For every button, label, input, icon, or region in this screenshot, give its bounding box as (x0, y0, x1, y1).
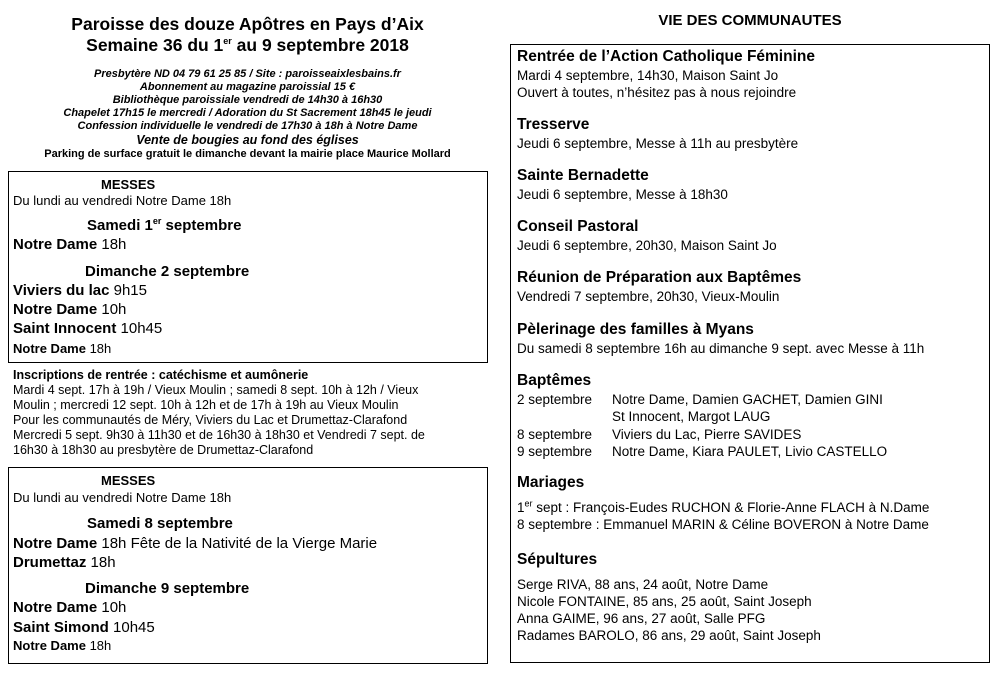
mariage-line (517, 499, 929, 516)
inscriptions-line: Mercredi 5 sept. 9h30 à 11h30 et de 16h30 à 18h30 et Vendredi 7 sept. de (13, 428, 425, 442)
mass-entry (13, 320, 162, 338)
saturday-heading-week1 (87, 217, 241, 234)
parish-title: Paroisse des douze Apôtres en Pays d’Aix (71, 14, 424, 34)
section-title-acf: Rentrée de l’Action Catholique Féminine (517, 48, 815, 65)
mass-time: 18h (97, 236, 127, 253)
mass-time: 18h Fête de la Nativité de la Vierge Marie (97, 535, 378, 552)
mass-entry (13, 554, 116, 572)
community-life-title: VIE DES COMMUNAUTES (658, 12, 842, 29)
mass-entry (13, 282, 147, 300)
sepulture-line: Anna GAIME, 96 ans, 27 août, Salle PFG (517, 611, 766, 626)
mass-time: 18h (86, 554, 116, 571)
inscriptions-line: 16h30 à 18h30 au presbytère de Drumettaz-Clarafond (13, 443, 314, 457)
sunday-heading-week2: Dimanche 9 septembre (85, 580, 250, 597)
section-line: Jeudi 6 septembre, Messe à 18h30 (517, 187, 728, 202)
section-title-mariages: Mariages (517, 474, 585, 491)
section-line: Ouvert à toutes, n’hésitez pas à nous rejoindre (517, 85, 797, 100)
section-title-tresserve: Tresserve (517, 116, 590, 133)
section-line: Vendredi 7 septembre, 20h30, Vieux-Moulin (517, 289, 780, 304)
bapteme-text: St Innocent, Margot LAUG (612, 409, 771, 424)
mass-entry (13, 619, 155, 637)
info-line-confession: Confession individuelle le vendredi de 17h30 à 18h à Notre Dame (77, 120, 418, 132)
week-title-part1: Semaine 36 du 1 (86, 35, 224, 55)
inscriptions-line: Mardi 4 sept. 17h à 19h / Vieux Moulin ; samedi 8 sept. 10h à 12h / Vieux (13, 383, 419, 397)
inscriptions-title: Inscriptions de rentrée : catéchisme et aumônerie (13, 368, 309, 382)
saturday-heading-week2: Samedi 8 septembre (87, 515, 233, 532)
section-title-sepultures: Sépultures (517, 551, 598, 568)
section-title-baptemes: Baptêmes (517, 372, 592, 389)
week-title-sup: er (223, 36, 232, 47)
sepulture-line: Radames BAROLO, 86 ans, 29 août, Saint Joseph (517, 628, 821, 643)
info-line-library: Bibliothèque paroissiale vendredi de 14h30 à 16h30 (112, 94, 383, 106)
weekday-masses-week2: Du lundi au vendredi Notre Dame 18h (13, 490, 232, 505)
mass-time: 18h (85, 341, 112, 356)
mass-church: Viviers du lac (13, 282, 110, 299)
sunday-heading-week1: Dimanche 2 septembre (85, 263, 250, 280)
mass-time: 10h45 (116, 320, 163, 337)
section-line: Du samedi 8 septembre 16h au dimanche 9 sept. avec Messe à 11h (517, 341, 925, 356)
info-line-contact: Presbytère ND 04 79 61 25 85 / Site : paroisseaixlesbains.fr (94, 68, 401, 80)
week-title-part2: au 9 septembre 2018 (231, 35, 409, 55)
mariage-sup: er (524, 498, 533, 509)
section-line: Mardi 4 septembre, 14h30, Maison Saint Jo (517, 68, 779, 83)
mass-time: 9h15 (109, 282, 147, 299)
mass-entry (13, 301, 126, 319)
mass-time: 18h (85, 638, 112, 653)
mass-church: Notre Dame (13, 599, 98, 616)
mass-entry (13, 236, 126, 254)
mass-church: Saint Innocent (13, 320, 117, 337)
weekday-masses-week1: Du lundi au vendredi Notre Dame 18h (13, 193, 232, 208)
bapteme-date: 2 septembre (517, 392, 593, 407)
mariage-text: sept : François-Eudes RUCHON & Florie-Anne FLACH à N.Dame (532, 500, 930, 515)
mass-entry (13, 599, 126, 617)
inscriptions-line: Moulin ; mercredi 12 sept. 10h à 12h et de 17h à 19h au Vieux Moulin (13, 398, 399, 412)
section-title-preparation: Réunion de Préparation aux Baptêmes (517, 269, 802, 286)
mass-church: Notre Dame (13, 236, 98, 253)
sepulture-line: Nicole FONTAINE, 85 ans, 25 août, Saint Joseph (517, 594, 812, 609)
mass-time: 10h (97, 301, 127, 318)
masses-title-week2: MESSES (101, 473, 156, 488)
inscriptions-line: Pour les communautés de Méry, Viviers du Lac et Drumettaz-Clarafond (13, 413, 408, 427)
mass-entry (13, 638, 111, 653)
saturday-heading-part2: septembre (161, 217, 242, 234)
mass-entry (13, 535, 377, 553)
bapteme-text: Notre Dame, Damien GACHET, Damien GINI (612, 392, 883, 407)
mass-church: Notre Dame (13, 638, 86, 653)
mass-church: Notre Dame (13, 535, 98, 552)
section-title-conseil: Conseil Pastoral (517, 218, 639, 235)
week-title (0, 35, 495, 55)
mass-entry (13, 341, 111, 356)
mass-church: Notre Dame (13, 341, 86, 356)
mass-church: Saint Simond (13, 619, 109, 636)
mass-church: Notre Dame (13, 301, 98, 318)
bapteme-text: Notre Dame, Kiara PAULET, Livio CASTELLO (612, 444, 888, 459)
saturday-heading-part1: Samedi 1 (87, 217, 153, 234)
section-title-myans: Pèlerinage des familles à Myans (517, 321, 754, 338)
bapteme-date: 9 septembre (517, 444, 593, 459)
masses-title-week1: MESSES (101, 177, 156, 192)
bapteme-text: Viviers du Lac, Pierre SAVIDES (612, 427, 802, 442)
info-line-chapelet: Chapelet 17h15 le mercredi / Adoration du St Sacrement 18h45 le jeudi (63, 107, 432, 119)
info-line-magazine: Abonnement au magazine paroissial 15 € (139, 81, 356, 93)
info-line-parking: Parking de surface gratuit le dimanche devant la mairie place Maurice Mollard (44, 148, 451, 160)
saturday-heading-sup: er (152, 216, 162, 226)
mariage-day: 1 (517, 500, 525, 515)
mass-time: 10h45 (108, 619, 155, 636)
section-title-bernadette: Sainte Bernadette (517, 167, 649, 184)
sepulture-line: Serge RIVA, 88 ans, 24 août, Notre Dame (517, 577, 769, 592)
bapteme-date: 8 septembre (517, 427, 593, 442)
mass-church: Drumettaz (13, 554, 87, 571)
info-line-candles: Vente de bougies au fond des églises (136, 133, 359, 147)
section-line: Jeudi 6 septembre, Messe à 11h au presbytère (517, 136, 799, 151)
mariage-line: 8 septembre : Emmanuel MARIN & Céline BOVERON à Notre Dame (517, 517, 929, 532)
section-line: Jeudi 6 septembre, 20h30, Maison Saint Jo (517, 238, 777, 253)
mass-time: 10h (97, 599, 127, 616)
